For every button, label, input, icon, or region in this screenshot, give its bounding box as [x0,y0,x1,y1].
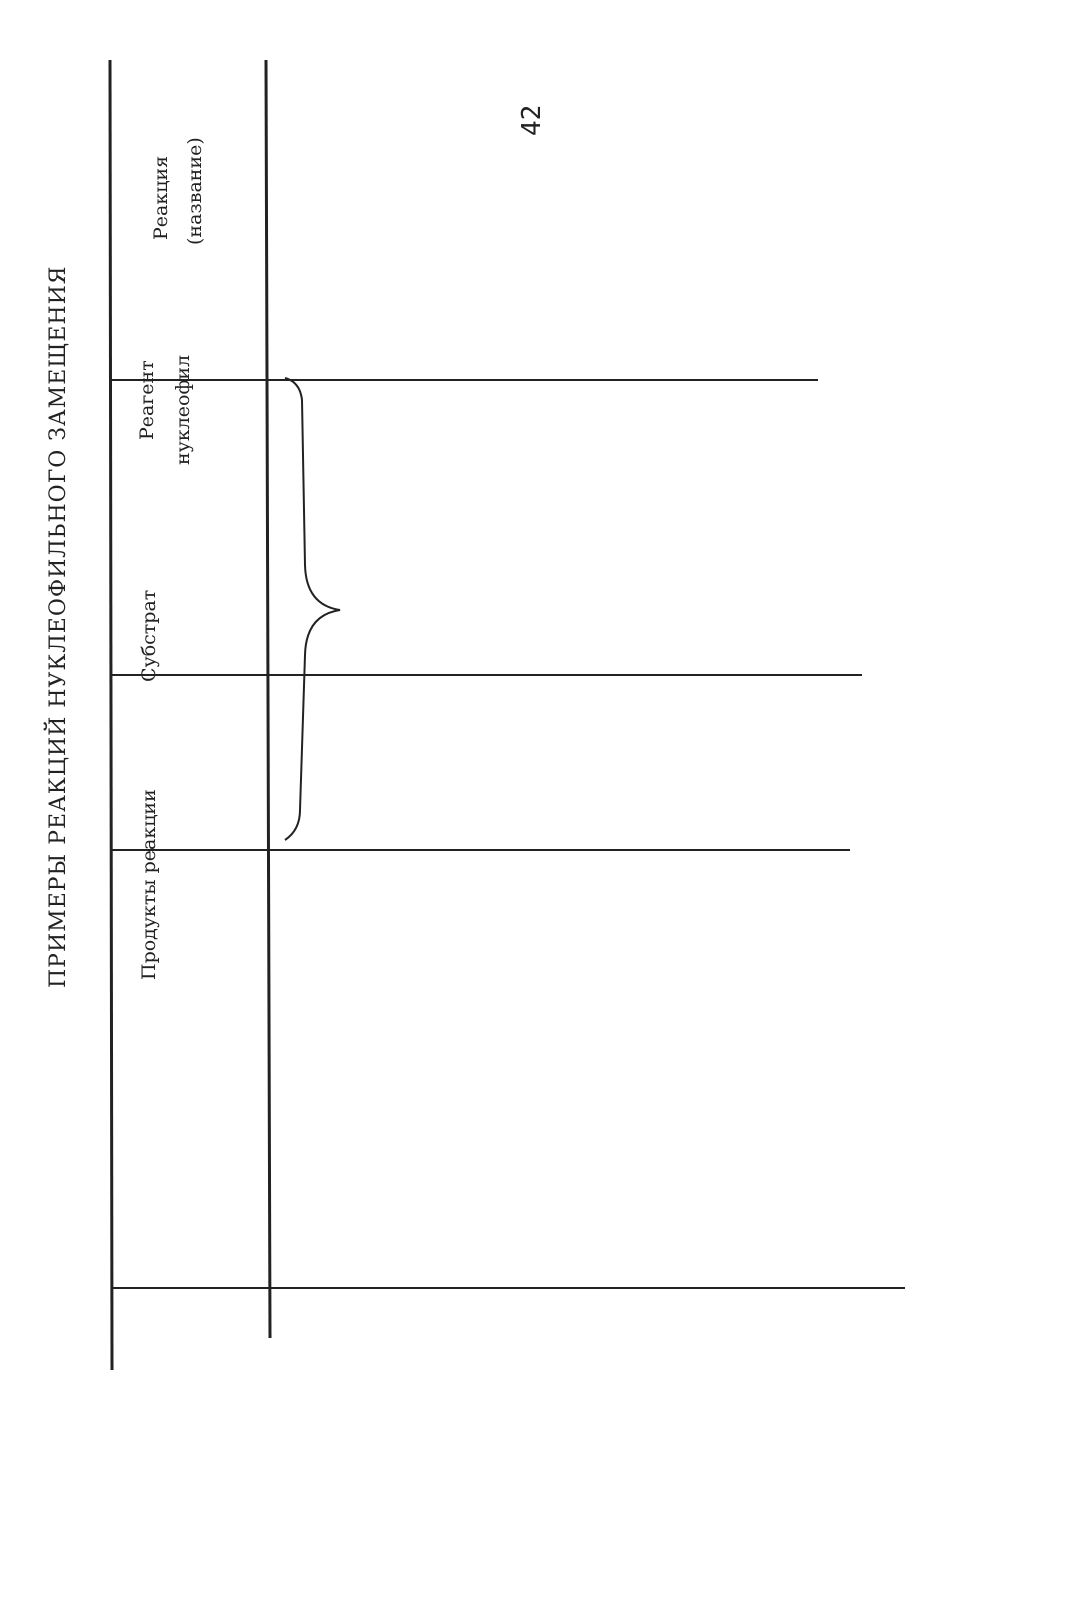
header-reaction: Реакция [150,155,172,240]
header-reagent-sub: нуклеофил [172,354,194,465]
table-top-rule [110,60,112,1370]
header-reaction-sub: (название) [184,137,206,245]
page-title: ПРИМЕРЫ РЕАКЦИЙ НУКЛЕОФИЛЬНОГО ЗАМЕЩЕНИЯ [46,265,71,988]
header-reagent: Реагент [136,360,158,440]
header-products: Продукты реакции [138,789,160,980]
page-number: 42 [517,104,547,136]
header-bottom-rule [266,60,270,1338]
substrate-brace [285,378,340,840]
header-substrate: Субстрат [138,589,160,682]
